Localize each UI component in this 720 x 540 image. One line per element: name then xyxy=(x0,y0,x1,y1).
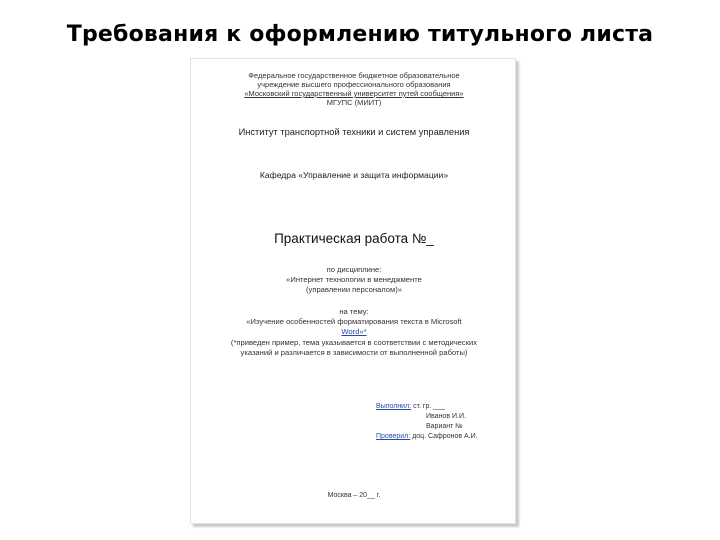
done-label: Выполнил: xyxy=(376,403,412,410)
topic-label: на тему: xyxy=(339,307,369,316)
discipline-label: по дисциплине: xyxy=(326,265,382,274)
title-page-sample xyxy=(190,58,516,524)
signature-checked-row xyxy=(376,433,478,440)
org-line-3: «Московский государственный университет путей сообщения» xyxy=(244,89,464,98)
org-line-2: учреждение высшего профессионального образования xyxy=(257,80,451,89)
org-line-1: Федеральное государственное бюджетное образовательное xyxy=(248,71,460,80)
discipline-line-1: «Интернет технологии в менеджменте xyxy=(286,275,422,284)
slide-title: Требования к оформлению титульного листа xyxy=(66,22,654,47)
variant-number: Вариант № xyxy=(426,423,463,430)
checked-value: доц. Сафронов А.И. xyxy=(412,433,478,440)
topic-line-2: Word»* xyxy=(341,327,367,336)
signature-done-row xyxy=(376,403,445,410)
topic-line-1: «Изучение особенностей форматирования текста в Microsoft xyxy=(246,317,462,326)
org-line-4: МГУПС (МИИТ) xyxy=(326,98,382,107)
work-title: Практическая работа №_ xyxy=(274,231,434,246)
department-name: Кафедра «Управление и защита информации» xyxy=(259,170,449,180)
discipline-line-2: (управлении персоналом)» xyxy=(306,285,402,294)
institute-name: Институт транспортной техники и систем управления xyxy=(238,127,470,137)
page-footer: Москва – 20__ г. xyxy=(327,492,381,499)
student-name: Иванов И.И. xyxy=(426,413,466,420)
note-line-2: указаний и различается в зависимости от выполненной работы) xyxy=(240,348,468,357)
done-value: ст. гр. ___ xyxy=(413,403,445,410)
note-line-1: (*приведен пример, тема указывается в соответствии с методических xyxy=(230,338,478,347)
checked-label: Проверил: xyxy=(376,433,411,440)
